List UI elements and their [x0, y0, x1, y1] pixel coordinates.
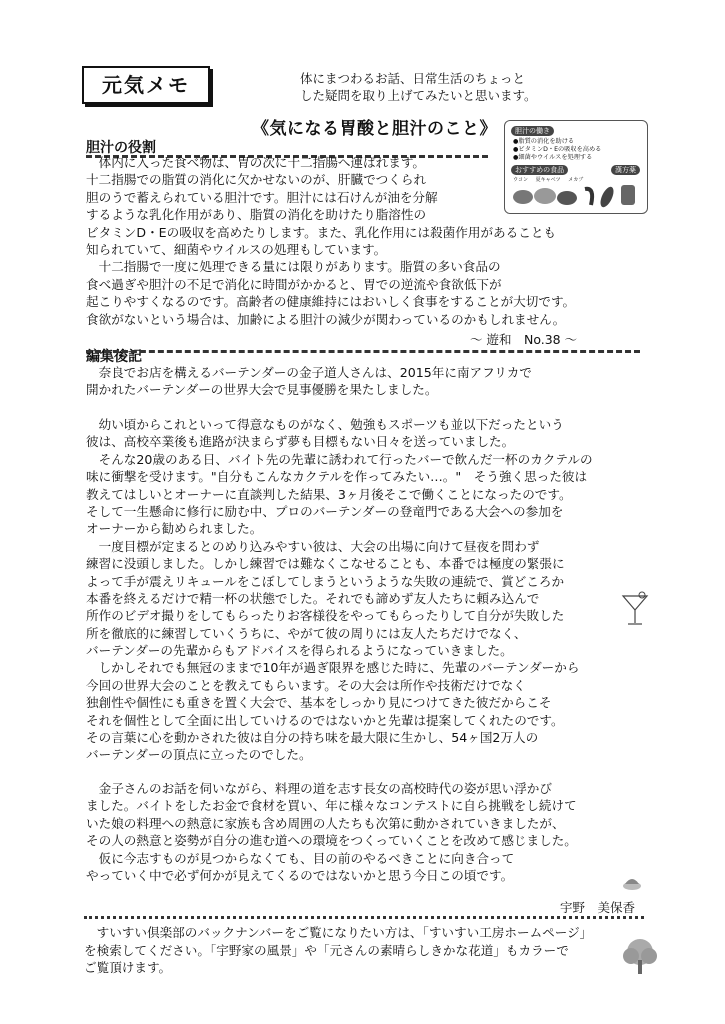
- editorial-paragraph-2: [86, 416, 593, 764]
- role-item: ●ビタミンD・Eの吸収を高める: [513, 146, 602, 153]
- text-line: そして一生懸命に修行に励む中、プロのバーテンダーの登竜門である大会への参加を: [86, 503, 564, 519]
- text-line: ビタミンD・Eの吸収を高めたりします。また、乳化作用には殺菌作用があることも: [86, 224, 557, 240]
- text-line: 幼い頃からこれといって得意なものがなく、勉強もスポーツも並以下だったという: [86, 417, 564, 432]
- role-item: ●脂質の消化を助ける: [513, 138, 575, 145]
- article-signature: 〜 遊和 No.38 〜: [470, 332, 578, 347]
- text-line: 独創性や個性にも重きを置く大会で、基本をしっかり見につけてきた彼だからこそ: [86, 695, 552, 711]
- text-line: 教えてはしいとオーナーに直談判した結果、3ヶ月後そこで働くことになったのです。: [86, 486, 572, 502]
- text-line: いた娘の料理への熱意に家族も含め周囲の人たちも次第に動かされていきましたが、: [86, 815, 565, 831]
- editorial-paragraph-3: [86, 780, 577, 884]
- editor-signature: 宇野 美保香: [560, 900, 636, 915]
- intro-line: した疑問を取り上げてみたいと思います。: [300, 88, 537, 103]
- editorial-divider: [86, 350, 640, 353]
- text-line: するような乳化作用があり、脂質の消化を助けたり脂溶性の: [86, 207, 427, 223]
- role-label: 胆汁の働き: [511, 126, 554, 136]
- text-line: ました。バイトをしたお金で食材を買い、年に様々なコンテストに自ら挑戦をし続けて: [86, 798, 577, 814]
- memo-title: 元気メモ: [102, 73, 190, 97]
- text-line: 彼は、高校卒業後も進路が決まらず夢も目標もない日々を送っていました。: [86, 434, 515, 450]
- text-line: やっていく中で必ず何かが見えてくるのではないかと思う今日この頃です。: [86, 867, 514, 883]
- text-line: オーナーから勧められました。: [86, 521, 263, 537]
- text-line: それを個性として全面に出していけるのではないかと先輩は提案してくれたのです。: [86, 712, 564, 728]
- bile-section-heading: 胆汁の役割: [86, 140, 156, 156]
- text-line: 十二指腸での脂質の消化に欠かせないのが、肝臓でつくられ: [86, 172, 427, 188]
- editorial-heading: 編集後記: [86, 349, 142, 365]
- text-line: 仮に今志すものが見つからなくても、目の前のやるべきことに向き合って: [86, 850, 515, 866]
- text-line: 胆のうで蓄えられている胆汁です。胆汁には石けんが油を分解: [86, 189, 438, 205]
- text-line: 体内に入った食べ物は、胃の次に十二指腸へ運ばれます。: [86, 155, 426, 170]
- text-line: ご覧頂けます。: [84, 960, 172, 975]
- text-line: すいすい倶楽部のバックナンバーをご覧になりたい方は、「すいすい工房ホームページ」: [84, 925, 593, 940]
- text-line: 練習に没頭しました。しかし練習では難なくこなせることも、本番では極度の緊張に: [86, 556, 565, 572]
- footer-divider: [84, 916, 644, 919]
- text-line: バーテンダーの先輩からもアドバイスを得られるようになっていきました。: [86, 643, 513, 659]
- bile-article-body: [86, 154, 575, 328]
- text-line: そんな20歳のある日、バイト先の先輩に誘われて行ったバーで飲んだ一杯のカクテルの: [86, 451, 593, 467]
- food-name: 夏キャベツ: [535, 177, 561, 183]
- food-name: メカブ: [568, 177, 584, 183]
- text-line: 今回の世界大会のことを教えてもらいます。その大会は所作や技術だけでなく: [86, 677, 526, 693]
- text-line: 所を徹底的に練習していくうちに、やがて彼の周りには友人たちだけでなく、: [86, 625, 527, 641]
- text-line: 一度目標が定まるとのめり込みやすい彼は、大会の出場に向けて昼夜を問わず: [86, 538, 540, 554]
- text-line: 奈良でお店を構えるバーテンダーの金子道人さんは、2015年に南アフリカで: [86, 365, 532, 380]
- text-line: 食欲がないという場合は、加齢による胆汁の減少が関わっているのかもしれません。: [86, 311, 566, 327]
- herb-label: 漢方薬: [611, 165, 640, 175]
- food-label: おすすめの食品: [511, 165, 568, 175]
- text-line: しかしそれでも無冠のままで10年が過ぎ限界を感じた時に、先輩のバーテンダーから: [86, 660, 580, 676]
- tree-icon: [620, 936, 660, 978]
- text-line: 味に衝撃を受けます。"自分もこんなカクテルを作ってみたい…。" そう強く思った彼は: [86, 469, 588, 485]
- text-line: 本番を終えるだけで精一杯の状態でした。それでも諦めず友人たちに頼み込んで: [86, 590, 540, 606]
- food-name: ウコン: [513, 177, 529, 183]
- intro-text: [300, 70, 600, 104]
- small-cup-icon: [620, 872, 644, 892]
- article-title: 《気になる胃酸と胆汁のこと》: [252, 119, 497, 139]
- cocktail-glass-icon: [620, 590, 650, 630]
- text-line: 食べ過ぎや胆汁の不足で消化に時間がかかると、胃での逆流や食欲低下が: [86, 276, 502, 292]
- text-line: 開かれたバーテンダーの世界大会で見事優勝を果たしました。: [86, 382, 438, 398]
- role-item: ●細菌やウイルスを処理する: [513, 154, 593, 161]
- text-line: 知られていて、細菌やウイルスの処理もしています。: [86, 241, 387, 257]
- text-line: 所作のビデオ撮りをしてもらったりお客様役をやってもらったりして自分が失敗した: [86, 608, 565, 624]
- text-line: その言葉に心を動かされた彼は自分の持ち味を最大限に生かし、54ヶ国2万人の: [86, 730, 539, 746]
- text-line: 金子さんのお話を伺いながら、料理の道を志す長女の高校時代の姿が思い浮かび: [86, 781, 552, 796]
- editorial-paragraph-1: [86, 364, 532, 399]
- text-line: を検索してください。「宇野家の風景」や「元さんの素晴らしきかな花道」もカラーで: [84, 942, 569, 958]
- intro-line: 体にまつわるお話、日常生活のちょっと: [300, 71, 526, 86]
- text-line: よって手が震えリキュールをこぼしてしまうというような失敗の連続で、賞どころか: [86, 573, 565, 589]
- text-line: 起こりやすくなるのです。高齢者の健康維持にはおいしく食事をすることが大切です。: [86, 294, 576, 310]
- text-line: バーテンダーの頂点に立ったのでした。: [86, 747, 312, 763]
- text-line: 十二指腸で一度に処理できる量には限りがあります。脂質の多い食品の: [86, 259, 501, 275]
- text-line: その人の熱意と姿勢が自分の進む道への環境をつくっていくことを改めて感じました。: [86, 833, 577, 849]
- footer-notice: [84, 924, 592, 977]
